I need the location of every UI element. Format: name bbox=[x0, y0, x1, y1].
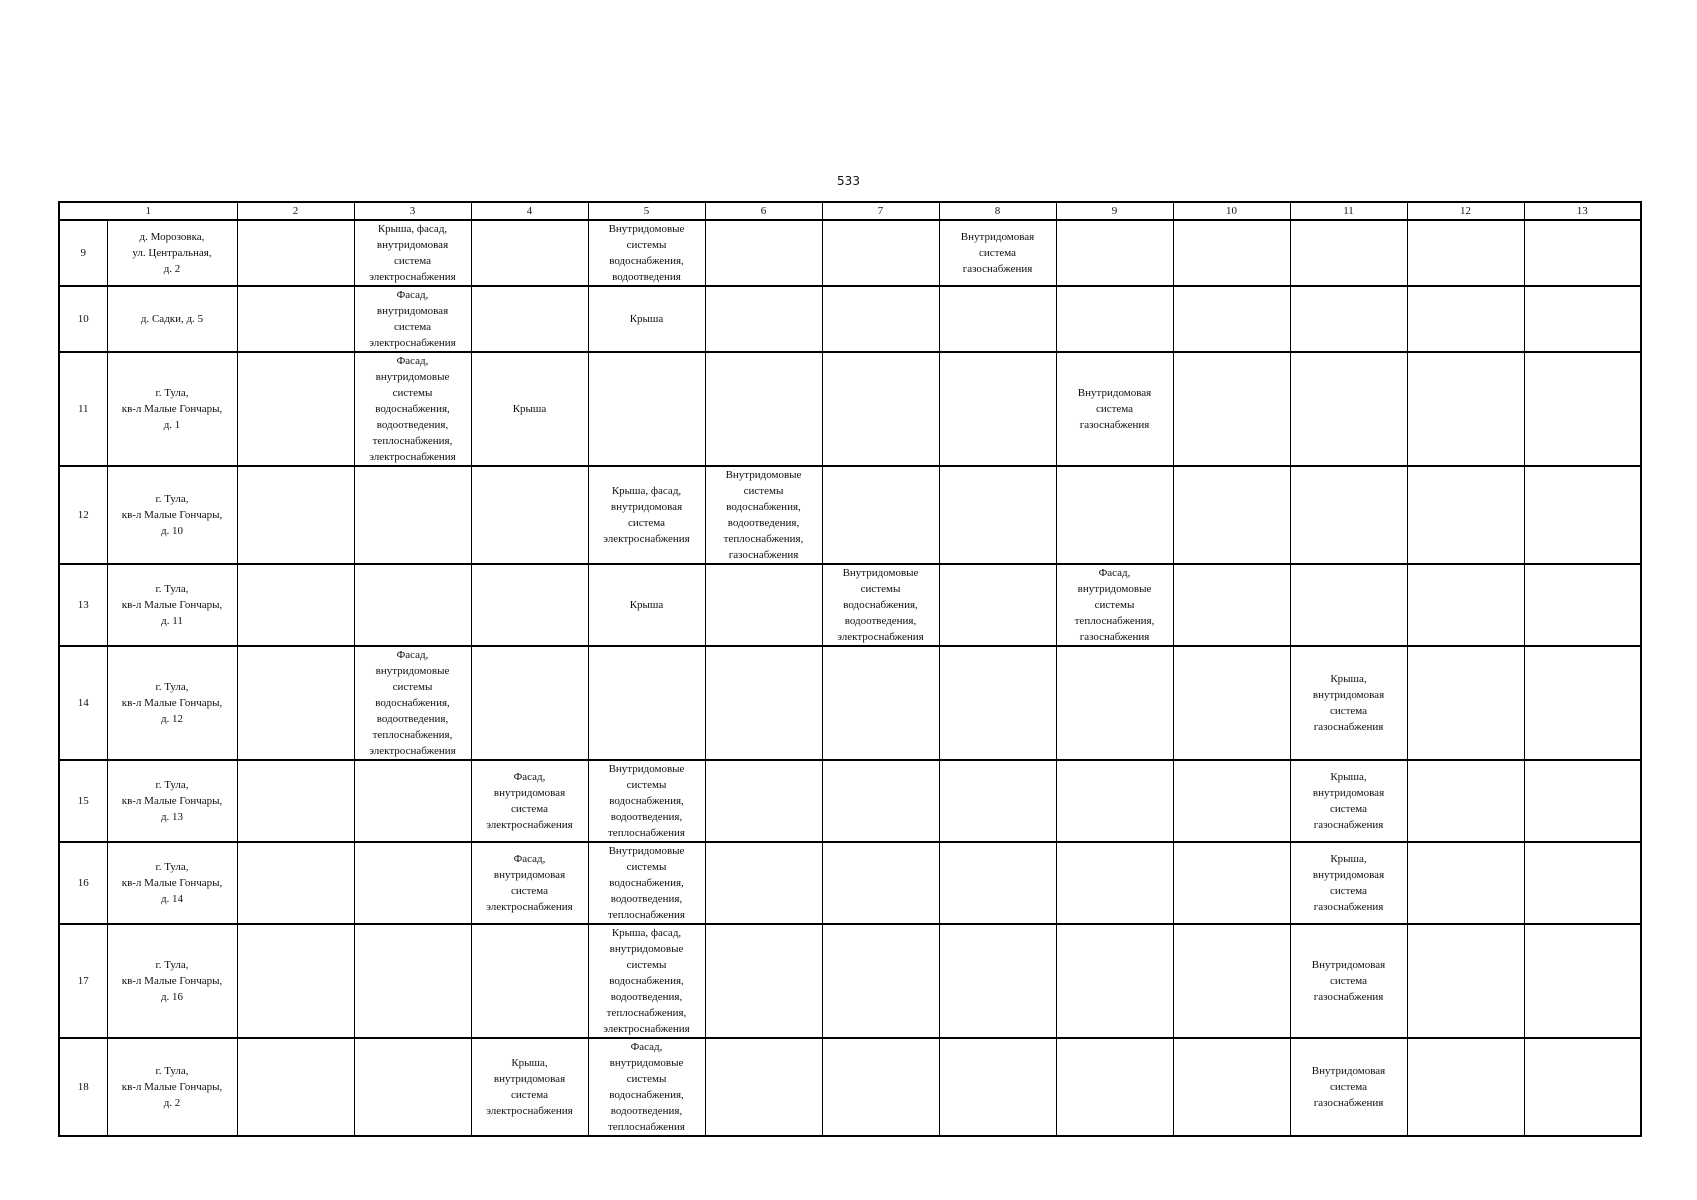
work-cell-col-9 bbox=[1056, 220, 1173, 286]
work-cell-col-13 bbox=[1524, 466, 1641, 564]
row-number: 15 bbox=[59, 760, 107, 842]
table-row bbox=[59, 286, 1641, 352]
work-cell-text: Фасад, внутридомовые системы теплоснабжения, газоснабжения bbox=[1074, 567, 1155, 643]
work-cell-col-5 bbox=[588, 1038, 705, 1136]
work-cell-col-2 bbox=[237, 842, 354, 924]
work-cell-col-3 bbox=[354, 1038, 471, 1136]
row-address bbox=[107, 646, 237, 760]
work-cell-col-13 bbox=[1524, 646, 1641, 760]
work-cell-col-12 bbox=[1407, 466, 1524, 564]
address-text: г. Тула, кв-л Малые Гончары, д. 11 bbox=[121, 583, 223, 627]
work-cell-text: Крыша, внутридомовая система газоснабжения bbox=[1312, 771, 1385, 831]
work-cell-col-2 bbox=[237, 760, 354, 842]
row-address bbox=[107, 1038, 237, 1136]
address-text: г. Тула, кв-л Малые Гончары, д. 13 bbox=[121, 779, 223, 823]
work-cell-text: Крыша bbox=[512, 403, 547, 415]
work-cell-col-5 bbox=[588, 760, 705, 842]
work-cell-col-7 bbox=[822, 220, 939, 286]
work-cell-col-9 bbox=[1056, 352, 1173, 466]
row-address bbox=[107, 220, 237, 286]
work-cell-col-5 bbox=[588, 466, 705, 564]
column-header-1: 1 bbox=[59, 202, 237, 220]
work-cell-col-8 bbox=[939, 1038, 1056, 1136]
work-cell-col-13 bbox=[1524, 286, 1641, 352]
work-cell-col-11 bbox=[1290, 466, 1407, 564]
work-cell-text: Внутридомовые системы водоснабжения, водоотведения, теплоснабжения bbox=[608, 845, 685, 921]
repair-schedule-table bbox=[58, 201, 1642, 1137]
work-cell-col-9 bbox=[1056, 924, 1173, 1038]
work-cell-col-3 bbox=[354, 466, 471, 564]
work-cell-col-4 bbox=[471, 466, 588, 564]
work-cell-col-10 bbox=[1173, 220, 1290, 286]
work-cell-text: Внутридомовая система газоснабжения bbox=[1311, 959, 1386, 1003]
work-cell-col-4 bbox=[471, 760, 588, 842]
table-row bbox=[59, 1038, 1641, 1136]
column-header-4: 4 bbox=[471, 202, 588, 220]
row-number: 9 bbox=[59, 220, 107, 286]
table-row bbox=[59, 220, 1641, 286]
work-cell-col-6 bbox=[705, 760, 822, 842]
work-cell-col-8 bbox=[939, 286, 1056, 352]
work-cell-col-3 bbox=[354, 220, 471, 286]
table-row bbox=[59, 842, 1641, 924]
work-cell-col-13 bbox=[1524, 352, 1641, 466]
work-cell-col-12 bbox=[1407, 352, 1524, 466]
work-cell-col-10 bbox=[1173, 924, 1290, 1038]
row-address bbox=[107, 352, 237, 466]
work-cell-col-5 bbox=[588, 352, 705, 466]
work-cell-col-11 bbox=[1290, 352, 1407, 466]
work-cell-text: Крыша, фасад, внутридомовые системы водоснабжения, водоотведения, теплоснабжения, электроснабжения bbox=[603, 927, 690, 1035]
work-cell-col-8 bbox=[939, 466, 1056, 564]
column-header-10: 10 bbox=[1173, 202, 1290, 220]
work-cell-text: Крыша, фасад, внутридомовая система электроснабжения bbox=[603, 485, 690, 545]
work-cell-col-2 bbox=[237, 564, 354, 646]
work-cell-col-5 bbox=[588, 924, 705, 1038]
work-cell-col-12 bbox=[1407, 286, 1524, 352]
work-cell-col-4 bbox=[471, 842, 588, 924]
address-text: г. Тула, кв-л Малые Гончары, д. 14 bbox=[121, 861, 223, 905]
work-cell-col-2 bbox=[237, 220, 354, 286]
work-cell-col-8 bbox=[939, 842, 1056, 924]
column-header-13: 13 bbox=[1524, 202, 1641, 220]
work-cell-col-11 bbox=[1290, 286, 1407, 352]
column-header-7: 7 bbox=[822, 202, 939, 220]
work-cell-text: Внутридомовая система газоснабжения bbox=[960, 231, 1035, 275]
work-cell-col-6 bbox=[705, 564, 822, 646]
work-cell-col-6 bbox=[705, 466, 822, 564]
work-cell-col-9 bbox=[1056, 286, 1173, 352]
work-cell-col-13 bbox=[1524, 924, 1641, 1038]
column-number-header bbox=[59, 202, 1641, 220]
work-cell-col-10 bbox=[1173, 646, 1290, 760]
work-cell-col-3 bbox=[354, 352, 471, 466]
work-cell-text: Фасад, внутридомовые системы водоснабжения, водоотведения, теплоснабжения bbox=[608, 1041, 685, 1133]
work-cell-col-12 bbox=[1407, 1038, 1524, 1136]
work-cell-text: Внутридомовая система газоснабжения bbox=[1311, 1065, 1386, 1109]
work-cell-col-9 bbox=[1056, 1038, 1173, 1136]
work-cell-col-11 bbox=[1290, 646, 1407, 760]
work-cell-col-11 bbox=[1290, 220, 1407, 286]
work-cell-col-3 bbox=[354, 924, 471, 1038]
work-cell-col-13 bbox=[1524, 760, 1641, 842]
work-cell-col-12 bbox=[1407, 842, 1524, 924]
table-row bbox=[59, 352, 1641, 466]
work-cell-col-8 bbox=[939, 760, 1056, 842]
column-header-5: 5 bbox=[588, 202, 705, 220]
address-text: г. Тула, кв-л Малые Гончары, д. 10 bbox=[121, 493, 223, 537]
address-text: г. Тула, кв-л Малые Гончары, д. 16 bbox=[121, 959, 223, 1003]
address-text: г. Тула, кв-л Малые Гончары, д. 12 bbox=[121, 681, 223, 725]
work-cell-col-6 bbox=[705, 1038, 822, 1136]
work-cell-text: Фасад, внутридомовые системы водоснабжения, водоотведения, теплоснабжения, электроснабжения bbox=[369, 649, 456, 757]
work-cell-col-5 bbox=[588, 646, 705, 760]
work-cell-col-12 bbox=[1407, 564, 1524, 646]
work-cell-col-10 bbox=[1173, 842, 1290, 924]
work-cell-col-13 bbox=[1524, 1038, 1641, 1136]
work-cell-col-4 bbox=[471, 352, 588, 466]
work-cell-col-12 bbox=[1407, 220, 1524, 286]
column-header-6: 6 bbox=[705, 202, 822, 220]
column-header-8: 8 bbox=[939, 202, 1056, 220]
row-number: 14 bbox=[59, 646, 107, 760]
column-header-2: 2 bbox=[237, 202, 354, 220]
address-text: д. Садки, д. 5 bbox=[140, 313, 204, 325]
work-cell-col-8 bbox=[939, 564, 1056, 646]
row-number: 12 bbox=[59, 466, 107, 564]
work-cell-text: Внутридомовые системы водоснабжения, водоотведения, электроснабжения bbox=[837, 567, 924, 643]
work-cell-col-8 bbox=[939, 924, 1056, 1038]
work-cell-text: Внутридомовая система газоснабжения bbox=[1077, 387, 1152, 431]
work-cell-col-13 bbox=[1524, 564, 1641, 646]
work-cell-text: Фасад, внутридомовая система электроснабжения bbox=[486, 853, 573, 913]
work-cell-col-6 bbox=[705, 220, 822, 286]
table-row bbox=[59, 924, 1641, 1038]
work-cell-col-7 bbox=[822, 646, 939, 760]
work-cell-col-3 bbox=[354, 564, 471, 646]
work-cell-col-12 bbox=[1407, 760, 1524, 842]
row-address bbox=[107, 564, 237, 646]
work-cell-col-6 bbox=[705, 646, 822, 760]
work-cell-col-11 bbox=[1290, 564, 1407, 646]
row-number: 13 bbox=[59, 564, 107, 646]
work-cell-col-3 bbox=[354, 286, 471, 352]
work-cell-col-2 bbox=[237, 1038, 354, 1136]
work-cell-col-7 bbox=[822, 564, 939, 646]
work-cell-text: Крыша bbox=[629, 599, 664, 611]
work-cell-col-10 bbox=[1173, 1038, 1290, 1136]
work-cell-col-3 bbox=[354, 646, 471, 760]
work-cell-col-4 bbox=[471, 220, 588, 286]
work-cell-text: Крыша, внутридомовая система газоснабжения bbox=[1312, 673, 1385, 733]
work-cell-col-4 bbox=[471, 924, 588, 1038]
work-cell-col-6 bbox=[705, 924, 822, 1038]
work-cell-col-7 bbox=[822, 760, 939, 842]
work-cell-col-8 bbox=[939, 220, 1056, 286]
work-cell-col-5 bbox=[588, 564, 705, 646]
work-cell-col-3 bbox=[354, 760, 471, 842]
address-text: г. Тула, кв-л Малые Гончары, д. 1 bbox=[121, 387, 223, 431]
work-cell-col-10 bbox=[1173, 760, 1290, 842]
work-cell-col-4 bbox=[471, 286, 588, 352]
work-cell-col-11 bbox=[1290, 924, 1407, 1038]
work-cell-col-13 bbox=[1524, 220, 1641, 286]
table-row bbox=[59, 760, 1641, 842]
work-cell-col-6 bbox=[705, 286, 822, 352]
work-cell-col-5 bbox=[588, 286, 705, 352]
column-header-3: 3 bbox=[354, 202, 471, 220]
work-cell-col-10 bbox=[1173, 352, 1290, 466]
work-cell-col-12 bbox=[1407, 646, 1524, 760]
work-cell-col-9 bbox=[1056, 760, 1173, 842]
row-number: 16 bbox=[59, 842, 107, 924]
row-number: 17 bbox=[59, 924, 107, 1038]
work-cell-text: Внутридомовые системы водоснабжения, водоотведения, теплоснабжения bbox=[608, 763, 685, 839]
work-cell-text: Крыша, фасад, внутридомовая система электроснабжения bbox=[369, 223, 456, 283]
work-cell-col-2 bbox=[237, 466, 354, 564]
work-cell-text: Фасад, внутридомовая система электроснабжения bbox=[369, 289, 456, 349]
work-cell-col-3 bbox=[354, 842, 471, 924]
row-address bbox=[107, 466, 237, 564]
row-address bbox=[107, 760, 237, 842]
column-header-11: 11 bbox=[1290, 202, 1407, 220]
row-number: 18 bbox=[59, 1038, 107, 1136]
work-cell-col-10 bbox=[1173, 286, 1290, 352]
work-cell-col-7 bbox=[822, 842, 939, 924]
work-cell-text: Фасад, внутридомовая система электроснабжения bbox=[486, 771, 573, 831]
work-cell-text: Крыша bbox=[629, 313, 664, 325]
work-cell-text: Внутридомовые системы водоснабжения, водоотведения bbox=[608, 223, 685, 283]
table-row bbox=[59, 646, 1641, 760]
work-cell-col-4 bbox=[471, 646, 588, 760]
work-cell-col-7 bbox=[822, 924, 939, 1038]
work-cell-col-8 bbox=[939, 646, 1056, 760]
work-cell-col-2 bbox=[237, 924, 354, 1038]
page-number: 533 bbox=[837, 174, 860, 188]
work-cell-col-5 bbox=[588, 220, 705, 286]
work-cell-col-9 bbox=[1056, 842, 1173, 924]
table-row bbox=[59, 564, 1641, 646]
address-text: г. Тула, кв-л Малые Гончары, д. 2 bbox=[121, 1065, 223, 1109]
row-address bbox=[107, 842, 237, 924]
work-cell-col-7 bbox=[822, 352, 939, 466]
work-cell-col-11 bbox=[1290, 1038, 1407, 1136]
work-cell-col-6 bbox=[705, 352, 822, 466]
work-cell-col-5 bbox=[588, 842, 705, 924]
work-cell-col-6 bbox=[705, 842, 822, 924]
work-cell-col-9 bbox=[1056, 564, 1173, 646]
table-row bbox=[59, 466, 1641, 564]
work-cell-col-2 bbox=[237, 286, 354, 352]
work-cell-col-13 bbox=[1524, 842, 1641, 924]
work-cell-col-2 bbox=[237, 352, 354, 466]
column-header-9: 9 bbox=[1056, 202, 1173, 220]
work-cell-col-4 bbox=[471, 1038, 588, 1136]
work-cell-text: Крыша, внутридомовая система электроснабжения bbox=[486, 1057, 573, 1117]
column-header-12: 12 bbox=[1407, 202, 1524, 220]
row-number: 11 bbox=[59, 352, 107, 466]
row-address bbox=[107, 924, 237, 1038]
work-cell-col-4 bbox=[471, 564, 588, 646]
work-cell-text: Внутридомовые системы водоснабжения, водоотведения, теплоснабжения, газоснабжения bbox=[723, 469, 804, 561]
work-cell-col-7 bbox=[822, 286, 939, 352]
work-cell-text: Крыша, внутридомовая система газоснабжения bbox=[1312, 853, 1385, 913]
work-cell-col-10 bbox=[1173, 466, 1290, 564]
work-cell-col-12 bbox=[1407, 924, 1524, 1038]
work-cell-col-7 bbox=[822, 466, 939, 564]
work-cell-col-11 bbox=[1290, 842, 1407, 924]
work-cell-col-2 bbox=[237, 646, 354, 760]
work-cell-col-10 bbox=[1173, 564, 1290, 646]
work-cell-col-8 bbox=[939, 352, 1056, 466]
table-body bbox=[59, 202, 1641, 1136]
work-cell-col-9 bbox=[1056, 466, 1173, 564]
work-cell-col-9 bbox=[1056, 646, 1173, 760]
work-cell-col-11 bbox=[1290, 760, 1407, 842]
work-cell-col-7 bbox=[822, 1038, 939, 1136]
address-text: д. Морозовка, ул. Центральная, д. 2 bbox=[132, 231, 212, 275]
row-number: 10 bbox=[59, 286, 107, 352]
work-cell-text: Фасад, внутридомовые системы водоснабжения, водоотведения, теплоснабжения, электроснабжения bbox=[369, 355, 456, 463]
row-address bbox=[107, 286, 237, 352]
